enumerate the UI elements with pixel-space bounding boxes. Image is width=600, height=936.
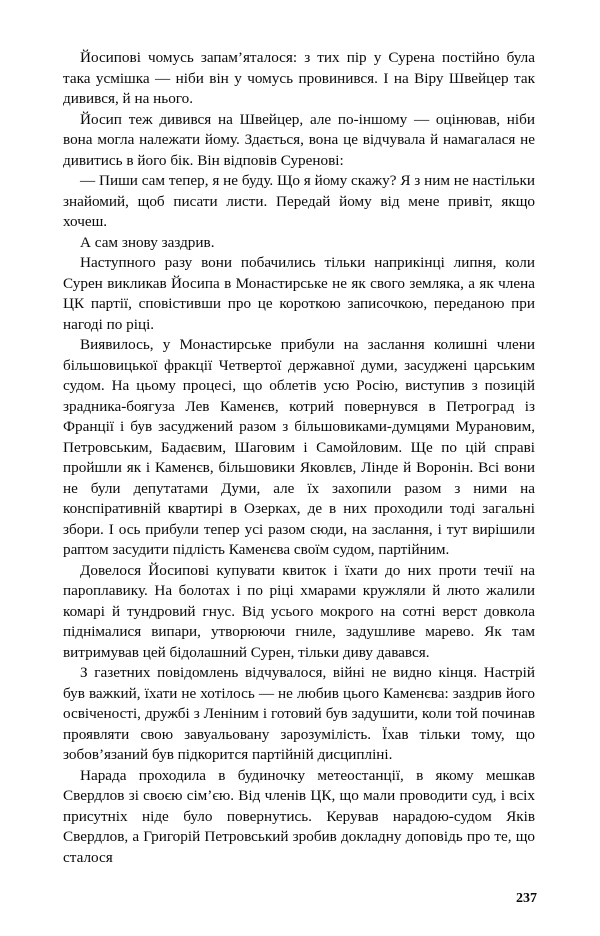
paragraph: Довелося Йосипові купувати квиток і їхати до них проти течії на пароплавику. На болотах і по ріці хмарами кружляли й люто жалили комарі й тундровий гнус. Від усього мокрого на сотні верст довкола піднімалися випари, утворюючи гниле, задушливе марево. Як там витримував цей бідолашний Сурен, тільки диву давався. (63, 561, 535, 661)
paragraph: З газетних повідомлень відчувалося, війні не видно кінця. Настрій був важкий, їхати не хотілось — не любив цього Каменєва: заздрив його освіченості, дружбі з Леніним і готовий був задушити, коли той починав проявляти свою завуальовану зарозумілість. Їхав тільки тому, що зобов’язаний був підкорится партійній дисципліні. (63, 664, 535, 763)
paragraph: Йосип теж дивився на Швейцер, але по-іншому — оцінював, ніби вона могла належати йому. Здається, вона це відчувала й намагалася не дивитись в його бік. Він відповів Суренові: (63, 110, 535, 169)
paragraph: А сам знову заздрив. (80, 233, 215, 251)
book-page-text (63, 48, 535, 898)
paragraph: Йосипові чомусь запам’яталося: з тих пір у Сурена постійно була така усмішка — ніби він у чомусь провинився. І на Віру Швейцер так дивився, й на нього. (63, 49, 535, 107)
page-number: 237 (516, 891, 537, 906)
paragraph: — Пиши сам тепер, я не буду. Що я йому скажу? Я з ним не настільки знайомий, щоб писати листи. Передай йому від мене привіт, якщо хочеш. (63, 172, 535, 230)
paragraph: Виявилось, у Монастирське прибули на заслання колишні члени більшовицької фракції Четвертої державної думи, засуджені царським судом. На цьому процесі, що облетів усю Росію, виступив з позицій зрадника-боягуза Лев Каменєв, котрий повернувся в Петроград із Франції і був засуджений разом з більшовиками-думцями Мурановим, Петровським, Бадаєвим, Шаговим і Самойловим. Ще по цій справі пройшли як і Каменєв, більшовики Яковлєв, Лінде й Воронін. Всі вони не були депутатами Думи, але їх захопили разом з ними на конспіративній квартирі в Озерках, де в них проходили тоді загальні збори. І ось прибули тепер усі разом сюди, на заслання, і тут вирішили раптом засудити підлість Каменєва своїм судом, партійним. (63, 336, 535, 558)
paragraph: Наступного разу вони побачились тільки наприкінці липня, коли Сурен викликав Йосипа в Монастирське не як свого земляка, а як члена ЦК партії, сповістивши про це короткою записочкою, переданою при нагоді по ріці. (63, 254, 535, 333)
paragraph: Нарада проходила в будиночку метеостанції, в якому мешкав Свердлов зі своєю сім’єю. Від членів ЦК, що мали проводити суд, і всіх присутніх ніде було повернутись. Керував нарадою-судом Яків Свердлов, а Григорій Петровський зробив докладну доповідь про те, що сталося (63, 766, 535, 866)
